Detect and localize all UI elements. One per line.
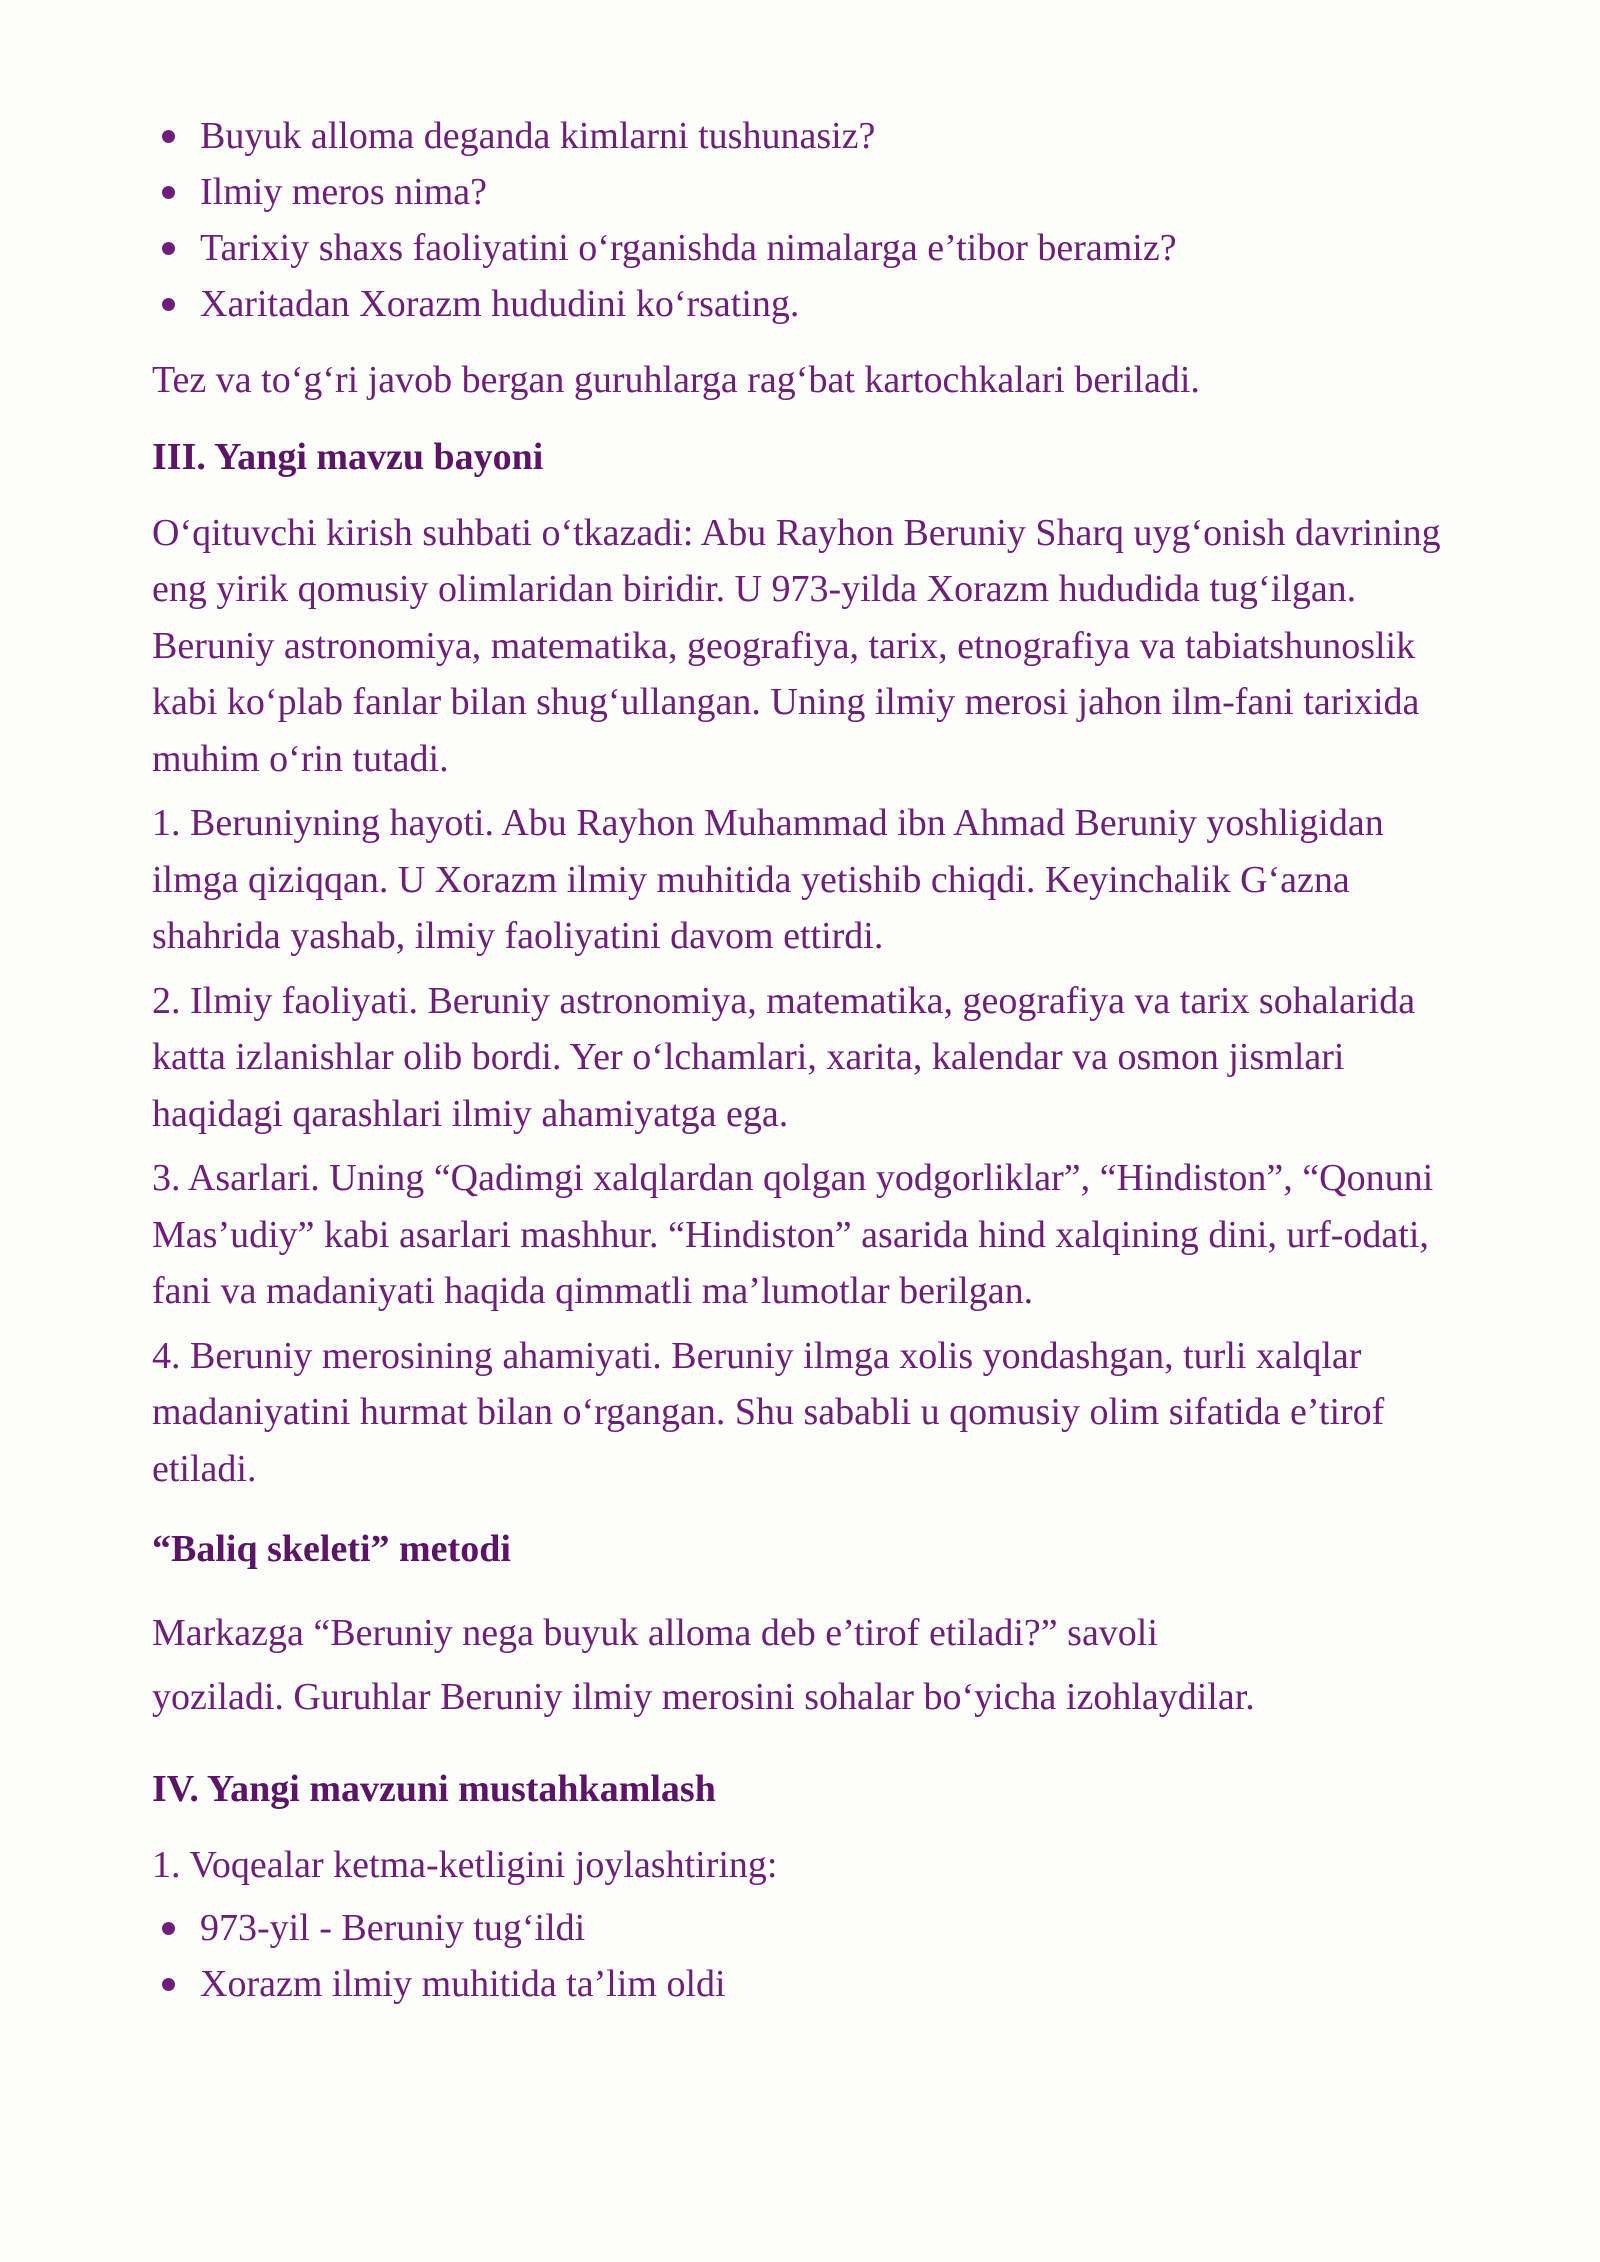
list-item — [152, 1900, 1450, 1956]
list-item — [152, 1956, 1450, 2012]
list-item-text: Buyuk alloma deganda kimlarni tushunasiz? — [200, 115, 876, 157]
list-item-text: 973-yil - Beruniy tug‘ildi — [200, 1906, 586, 1949]
bullet-icon — [162, 1922, 175, 1935]
bullet-icon — [162, 1978, 175, 1991]
method-line-1: Markazga “Beruniy nega buyuk alloma deb e’tirof etiladi?” savoli — [152, 1612, 1158, 1654]
point-3-paragraph: 3. Asarlari. Uning “Qadimgi xalqlardan qolgan yodgorliklar”, “Hindiston”, “Qonuni Mas’udiy” kabi asarlari mashhur. “Hindiston” asarida hind xalqining dini, urf-odati, fani va madaniyati haqida qimmatli ma’lumotlar berilgan. — [152, 1157, 1434, 1312]
bullet-icon — [162, 130, 175, 143]
bullet-icon — [162, 242, 175, 255]
list-item — [152, 108, 1450, 164]
list-item — [152, 276, 1450, 332]
section-4-heading: IV. Yangi mavzuni mustahkamlash — [152, 1768, 716, 1810]
point-2-paragraph: 2. Ilmiy faoliyati. Beruniy astronomiya, matematika, geografiya va tarix sohalarida katta izlanishlar olib bordi. Yer o‘lchamlari, xarita, kalendar va osmon jismlari haqidagi qarashlari ilmiy ahamiyatga ega. — [152, 979, 1416, 1135]
point-4-paragraph: 4. Beruniy merosining ahamiyati. Beruniy ilmga xolis yondashgan, turli xalqlar madaniyatini hurmat bilan o‘rgangan. Shu sababli u qomusiy olim sifatida e’tirof etiladi. — [152, 1334, 1385, 1490]
list-item — [152, 164, 1450, 220]
section-4-task: 1. Voqealar ketma-ketligini joylashtiring: — [152, 1844, 778, 1886]
method-line-2: yoziladi. Guruhlar Beruniy ilmiy merosini sohalar bo‘yicha izohlaydilar. — [152, 1676, 1255, 1718]
list-item — [152, 220, 1450, 276]
list-item-text: Xorazm ilmiy muhitida ta’lim oldi — [200, 1962, 726, 2005]
bullet-icon — [162, 298, 175, 311]
list-item-text: Tarixiy shaxs faoliyatini o‘rganishda nimalarga e’tibor beramiz? — [200, 227, 1177, 269]
intro-questions-list — [152, 108, 1450, 332]
method-heading: “Baliq skeleti” metodi — [152, 1528, 511, 1570]
point-1-paragraph: 1. Beruniyning hayoti. Abu Rayhon Muhammad ibn Ahmad Beruniy yoshligidan ilmga qiziqqan. U Xorazm ilmiy muhitida yetishib chiqdi. Keyinchalik G‘azna shahrida yashab, ilmiy faoliyatini davom ettirdi. — [152, 802, 1384, 957]
section-3-heading: III. Yangi mavzu bayoni — [152, 435, 544, 478]
sequence-list — [152, 1900, 1450, 2012]
reward-paragraph: Tez va to‘g‘ri javob bergan guruhlarga rag‘bat kartochkalari beriladi. — [152, 359, 1200, 401]
list-item-text: Ilmiy meros nima? — [200, 171, 488, 213]
bullet-icon — [162, 186, 175, 199]
section-3-intro-paragraph: O‘qituvchi kirish suhbati o‘tkazadi: Abu Rayhon Beruniy Sharq uyg‘onish davrining eng yirik qomusiy olimlaridan biridir. U 973-yilda Xorazm hududida tug‘ilgan. Beruniy astronomiya, matematika, geografiya, tarix, etnografiya va tabiatshunoslik kabi ko‘plab fanlar bilan shug‘ullangan. Uning ilmiy merosi jahon ilm-fani tarixida muhim o‘rin tutadi. — [152, 511, 1441, 780]
list-item-text: Xaritadan Xorazm hududini ko‘rsating. — [200, 283, 800, 325]
